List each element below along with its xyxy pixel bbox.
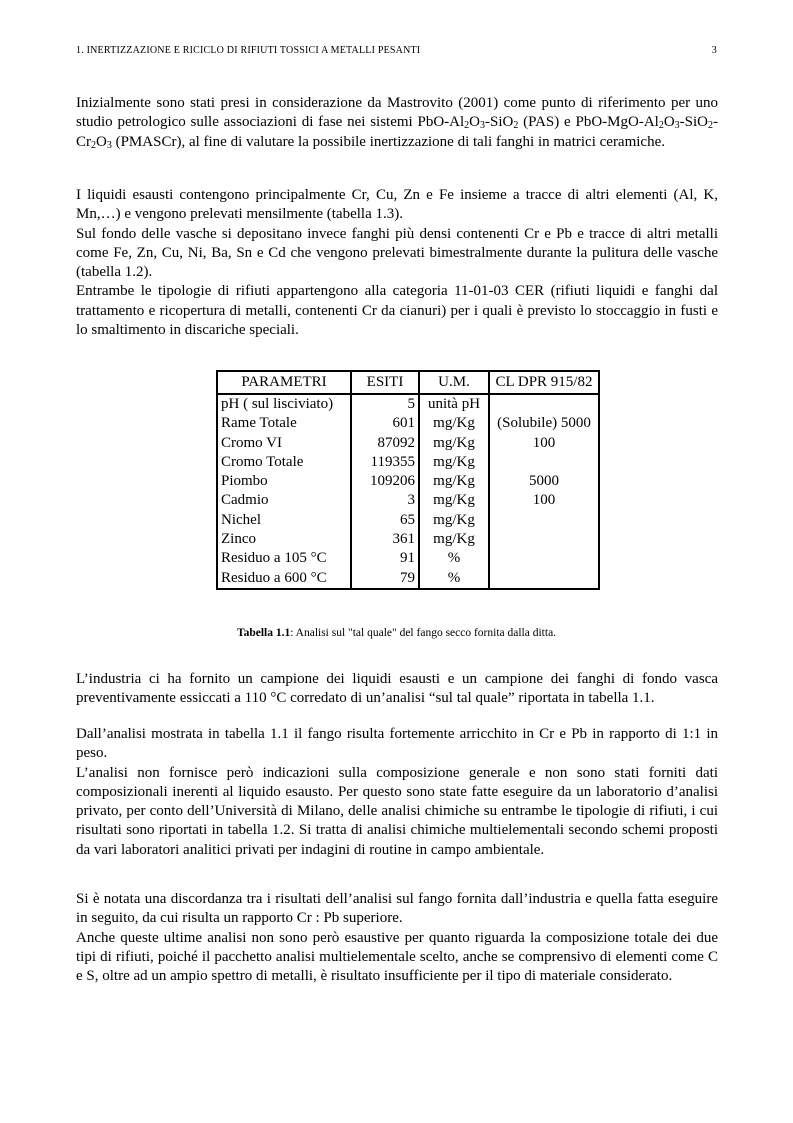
table-cell: unità pH (419, 394, 489, 414)
table-cell: Cromo Totale (217, 453, 351, 472)
table-cell: % (419, 569, 489, 589)
table-cell: Zinco (217, 530, 351, 549)
text-line: L’industria ci ha fornito un campione dei liquidi esausti e un campione dei fanghi di fondo vasca preventivamente essiccati a 110 °C corredato di un’analisi “sul tal quale” riportata in tabella 1.1. (76, 671, 718, 707)
table-cell: mg/Kg (419, 491, 489, 510)
table-cell (489, 453, 599, 472)
table-cell: mg/Kg (419, 453, 489, 472)
text-line: Entrambe le tipologie di rifiuti appartengono alla categoria 11-01-03 CER (rifiuti liquidi e fanghi dal trattamento e ricopertura di metalli, contenenti Cr da cianuri) per i quali è previsto lo stoccaggio in fusti e lo smaltimento in discariche speciali. (76, 283, 718, 339)
paragraph-discrepancy (76, 890, 718, 986)
table-cell: 361 (351, 530, 419, 549)
table-cell: % (419, 549, 489, 568)
table-caption (0, 627, 793, 639)
table-cell: 601 (351, 414, 419, 433)
table-cell (489, 549, 599, 568)
paragraph-sample (76, 670, 718, 709)
table-row (217, 569, 599, 589)
table-row (217, 472, 599, 491)
analysis-table (216, 370, 600, 590)
intro-paragraph: Inizialmente sono stati presi in considerazione da Mastrovito (2001) come punto di riferimento per uno studio petrologico sulle associazioni di fase nei sistemi PbO-$Al_2O_3-SiO_2$ (PAS) e PbO-$MgO-Al_2O_3-SiO_2-Cr_2O_3$ (PMASCr), al fine di valutare la possibile inertizzazione di tali fanghi in matrici ceramiche. (76, 95, 719, 151)
table-row (217, 491, 599, 510)
table-cell (489, 530, 599, 549)
table-cell (489, 511, 599, 530)
table-cell: Nichel (217, 511, 351, 530)
running-title: 1. INERTIZZAZIONE E RICICLO DI RIFIUTI TOSSICI A METALLI PESANTI (76, 45, 421, 56)
column-header: U.M. (419, 371, 489, 394)
table-cell: 119355 (351, 453, 419, 472)
table-cell: mg/Kg (419, 472, 489, 491)
table-row (217, 530, 599, 549)
table-cell: Cadmio (217, 491, 351, 510)
table-cell: pH ( sul lisciviato) (217, 394, 351, 414)
table-cell: 65 (351, 511, 419, 530)
table-body (217, 394, 599, 589)
table-row (217, 394, 599, 414)
table-cell: Cromo VI (217, 434, 351, 453)
paragraph-intro (76, 94, 718, 152)
table-cell: 3 (351, 491, 419, 510)
paragraph-waste-description (76, 186, 718, 340)
table-cell: 5 (351, 394, 419, 414)
table-row (217, 511, 599, 530)
table-row (217, 453, 599, 472)
table-cell: 91 (351, 549, 419, 568)
table-row (217, 434, 599, 453)
table-cell: Residuo a 105 °C (217, 549, 351, 568)
table-cell: 79 (351, 569, 419, 589)
text-line: Anche queste ultime analisi non sono però esaustive per quanto riguarda la composizione totale dei due tipi di rifiuti, poiché il pacchetto analisi multielementale scelto, anche se comprensivo di elementi come C e S, oltre ad un ampio spettro di metalli, è risultato insufficiente per il tipo di materiale considerato. (76, 929, 718, 985)
running-header (76, 45, 717, 56)
table-cell: Residuo a 600 °C (217, 569, 351, 589)
table-row (217, 549, 599, 568)
text-line: Sul fondo delle vasche si depositano invece fanghi più densi contenenti Cr e Pb e tracce di altri metalli come Fe, Zn, Cu, Ni, Ba, Sn e Cd che vengono prelevati bimestralmente durante la pulitura delle vasche (tabella 1.2). (76, 225, 718, 281)
table-cell (489, 394, 599, 414)
caption-label: Tabella 1.1 (236, 627, 291, 639)
text-line: L’analisi non fornisce però indicazioni sulla composizione generale e non sono stati forniti dati composizionali inerenti al liquido esausto. Per questo sono state fatte eseguire da un laboratorio d’analisi privato, per conto dell’Università di Milano, delle analisi chimiche su entrambe le tipologie di rifiuti, i cui risultati sono riportati in tabella 1.2. Si tratta di analisi chimiche multielementali secondo schemi proposti da vari laboratori analitici privati per indagini di routine in campo ambientale. (76, 764, 718, 858)
table-cell: (Solubile) 5000 (489, 414, 599, 433)
table-cell: 100 (489, 434, 599, 453)
table-cell (489, 569, 599, 589)
table-cell: 109206 (351, 472, 419, 491)
table-cell: 87092 (351, 434, 419, 453)
paragraph-analysis (76, 725, 718, 860)
table-cell: Piombo (217, 472, 351, 491)
table-cell: Rame Totale (217, 414, 351, 433)
page-number: 3 (711, 45, 717, 56)
table-row (217, 414, 599, 433)
table-cell: 100 (489, 491, 599, 510)
table-cell: mg/Kg (419, 530, 489, 549)
table-cell: mg/Kg (419, 414, 489, 433)
table-cell: mg/Kg (419, 511, 489, 530)
text-line: I liquidi esausti contengono principalmente Cr, Cu, Zn e Fe insieme a tracce di altri elementi (Al, K, Mn,…) e vengono prelevati mensilmente (tabella 1.3). (76, 187, 718, 223)
text-line: Dall’analisi mostrata in tabella 1.1 il fango risulta fortemente arricchito in Cr e Pb in rapporto di 1:1 in peso. (76, 726, 718, 762)
column-header: CL DPR 915/82 (489, 371, 599, 394)
caption-text: : Analisi sul "tal quale" del fango secco fornita dalla ditta. (290, 627, 557, 639)
table-header-row (217, 371, 599, 394)
column-header: ESITI (351, 371, 419, 394)
text-line: Si è notata una discordanza tra i risultati dell’analisi sul fango fornita dall’industria e quella fatta eseguire in seguito, da cui risulta un rapporto Cr : Pb superiore. (76, 891, 718, 927)
table-cell: 5000 (489, 472, 599, 491)
table-cell: mg/Kg (419, 434, 489, 453)
column-header: PARAMETRI (217, 371, 351, 394)
